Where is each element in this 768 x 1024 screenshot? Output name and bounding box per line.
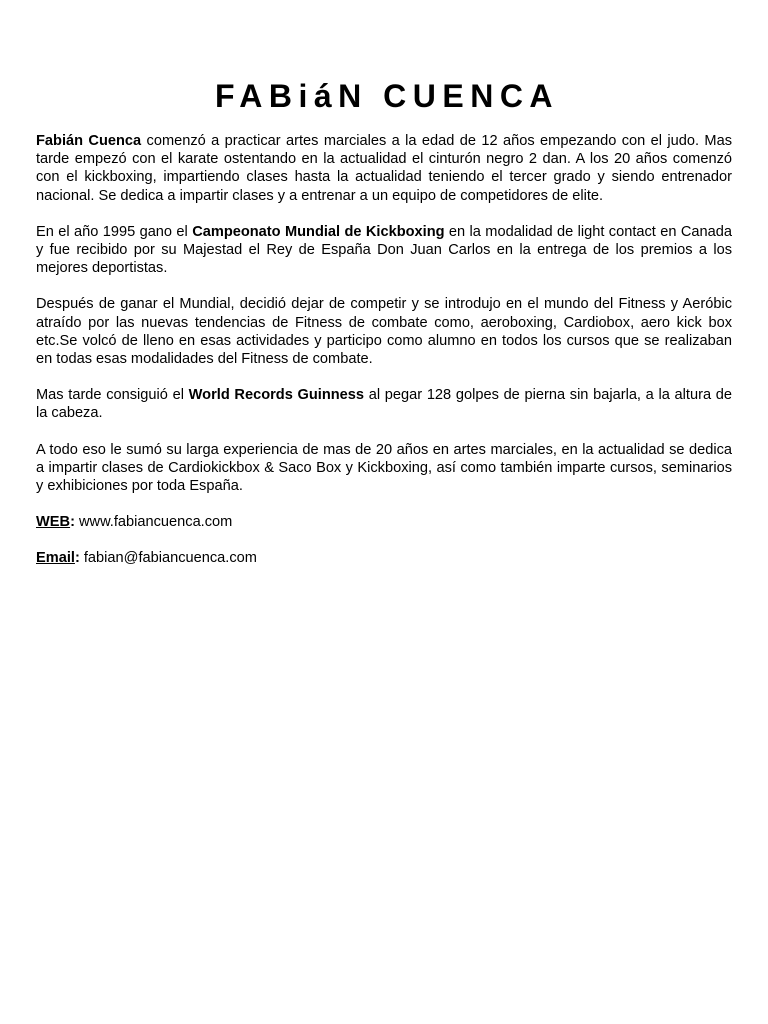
- paragraph-fitness: [36, 295, 732, 368]
- page-title: FABiáN CUENCA: [214, 78, 560, 114]
- email-colon: :: [74, 550, 80, 567]
- paragraph-text: A todo eso le sumó su larga experiencia de mas de 20 años en artes marciales, en la actualidad se dedica a impartir clases de Cardiokickbox & Saco Box y Kickboxing, así como también imparte cursos, seminarios y exhibiciones por toda España.: [36, 441, 732, 495]
- championship-bold: Campeonato Mundial de Kickboxing: [192, 223, 445, 240]
- paragraph-experience: [36, 441, 732, 496]
- paragraph-text: Mas tarde consiguió el: [36, 387, 189, 404]
- paragraph-text: Después de ganar el Mundial, decidió dejar de competir y se introdujo en el mundo del Fitness y Aeróbic atraído por las nuevas tendencias de Fitness de combate como, aeroboxing, Cardiobox, aero kick box etc.Se volcó de lleno en esas actividades y participo como alumno en todos los cursos que se realizaban en todas esas modalidades del Fitness de combate.: [36, 296, 732, 368]
- email-link[interactable]: fabian@fabiancuenca.com: [79, 550, 257, 567]
- paragraph-guinness: [36, 386, 732, 422]
- web-link[interactable]: www.fabiancuenca.com: [74, 514, 233, 531]
- paragraph-text: al pegar 128 golpes de pierna sin bajarla, a la altura de la cabeza.: [36, 387, 732, 422]
- paragraph-intro: [36, 132, 732, 205]
- guinness-bold: World Records Guinness: [188, 387, 365, 404]
- email-line: [36, 549, 732, 567]
- paragraph-text: En el año 1995 gano el: [36, 223, 193, 240]
- web-label: WEB: [36, 514, 71, 531]
- web-colon: :: [70, 514, 75, 531]
- email-label: Email: [36, 550, 75, 567]
- paragraph-text: comenzó a practicar artes marciales a la edad de 12 años empezando con el judo. Mas tarde empezó con el karate ostentando en la actualidad el cinturón negro 2 dan. A los 20 años comenzó con el kickboxing, impartiendo clases hasta la actualidad teniendo el tercer grado y siendo entrenador nacional. Se dedica a impartir clases y a entrenar a un equipo de competidores de elite.: [36, 133, 732, 204]
- name-bold: Fabián Cuenca: [36, 133, 142, 149]
- paragraph-text: en la modalidad de light contact en Canada y fue recibido por su Majestad el Rey de España Don Juan Carlos en la entrega de los premios a los mejores deportistas.: [36, 223, 732, 277]
- web-line: [36, 513, 732, 531]
- document-page: [36, 0, 732, 568]
- paragraph-championship: [36, 223, 732, 278]
